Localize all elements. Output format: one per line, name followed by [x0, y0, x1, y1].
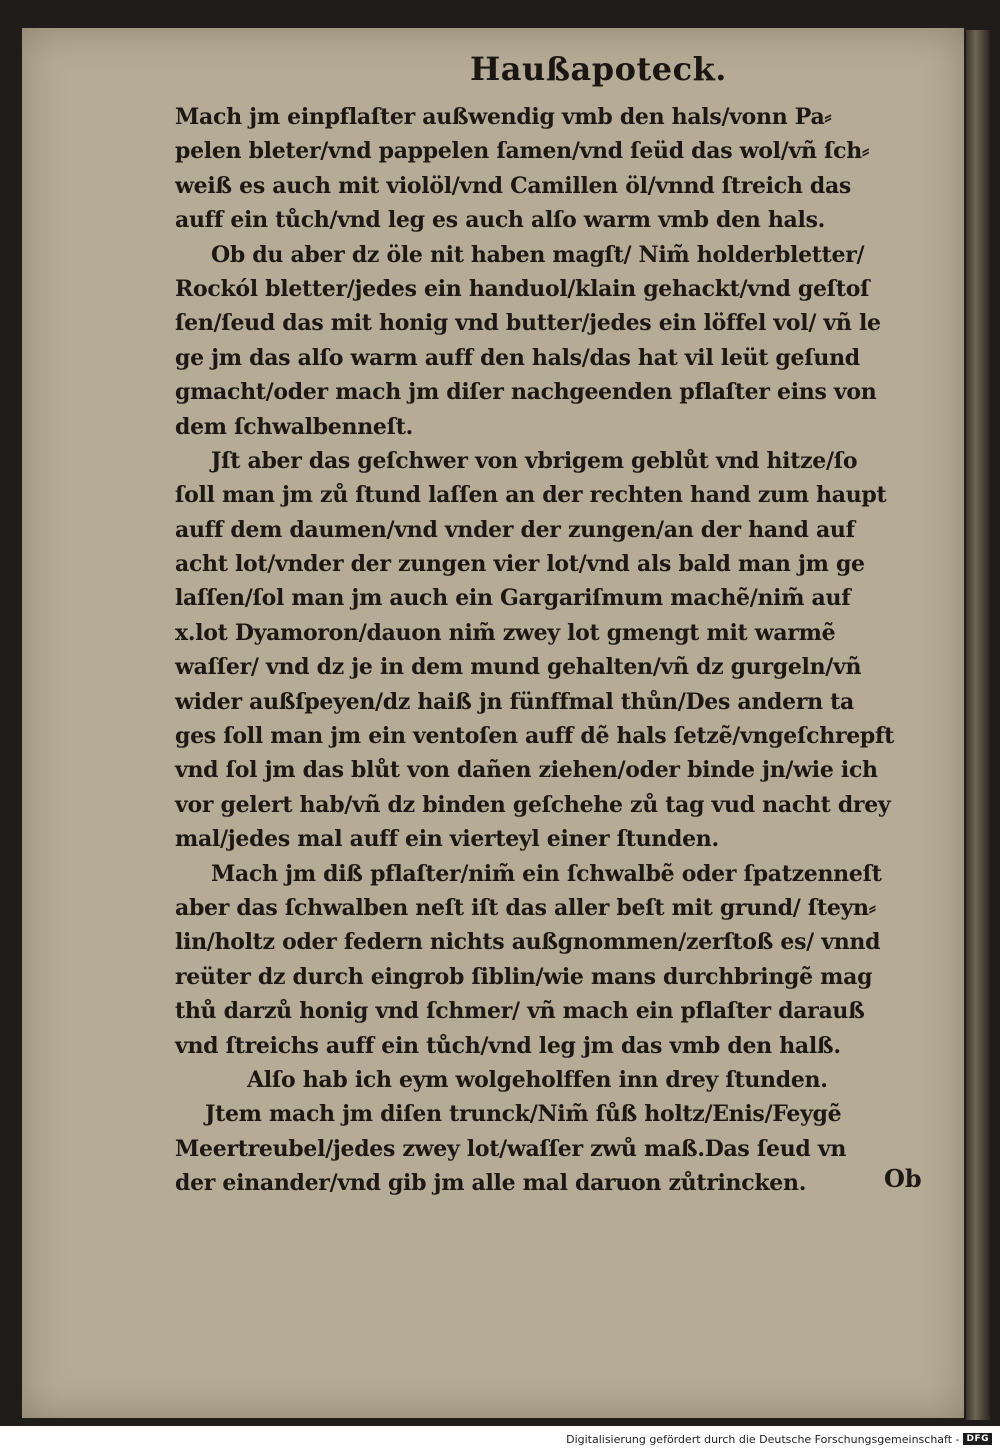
text-line: aber das ſchwalben neſt iſt das aller beſt mit grund/ ſteyn⸗ — [175, 894, 876, 921]
text-line: lin/holtz oder federn nichts außgnommen/zerſtoß es/ vnnd — [175, 929, 881, 956]
catchword: Ob — [884, 1164, 922, 1193]
text-line: ſoll man jm zů ſtund laſſen an der rechten hand zum haupt — [175, 482, 887, 509]
footer-credit: Digitalisierung gefördert durch die Deutsche Forschungsgemeinschaft - — [566, 1432, 960, 1446]
text-line: Ob du aber dz öle nit haben magſt/ Nim̃ holderbletter/ — [211, 241, 865, 268]
text-block — [175, 100, 945, 1201]
text-line: gmacht/oder mach jm diſer nachgeenden pflaſter eins von — [175, 379, 877, 406]
text-line: Meertreubel/jedes zwey lot/waſſer zwů maß.Das ſeud vn — [175, 1135, 847, 1162]
dfg-logo[interactable]: DFG — [963, 1433, 992, 1445]
text-line: mal/jedes mal auff ein vierteyl einer ſtunden. — [175, 826, 719, 853]
text-line: wider außſpeyen/dz haiß jn fünffmal thůn/Des andern ta — [175, 688, 855, 715]
text-line: Alſo hab ich eym wolgeholffen inn drey ſtunden. — [247, 1066, 828, 1093]
page-edge — [966, 30, 990, 1420]
text-line: ges ſoll man jm ein ventoſen auff dẽ hals ſetzẽ/vngeſchrepft — [175, 723, 895, 750]
text-line: Mach jm einpflaſter außwendig vmb den hals/vonn Pa⸗ — [175, 104, 832, 130]
text-line: waſſer/ vnd dz je in dem mund gehalten/vñ dz gurgeln/vñ — [175, 654, 862, 681]
text-line: thů darzů honig vnd ſchmer/ vñ mach ein pflaſter darauß — [175, 998, 865, 1025]
text-line: Jſt aber das geſchwer von vbrigem geblůt vnd hitze/ſo — [211, 447, 858, 474]
text-line: Rockól bletter/jedes ein handuol/klain gehackt/vnd geſtoſ — [175, 275, 870, 302]
running-head: Haußapoteck. — [470, 50, 727, 88]
text-line: ſen/ſeud das mit honig vnd butter/jedes ein löffel vol/ vñ le — [175, 310, 881, 337]
text-line: dem ſchwalbenneſt. — [175, 413, 413, 440]
text-line: weiß es auch mit violöl/vnd Camillen öl/vnnd ſtreich das — [175, 172, 852, 199]
text-line: der einander/vnd gib jm alle mal daruon zůtrincken. — [175, 1170, 807, 1197]
text-line: laſſen/ſol man jm auch ein Gargariſmum machẽ/nim̃ auf — [175, 585, 851, 612]
text-line: auff ein tůch/vnd leg es auch alſo warm vmb den hals. — [175, 207, 826, 234]
text-line: auff dem daumen/vnd vnder der zungen/an der hand auf — [175, 516, 855, 543]
text-line: Jtem mach jm diſen trunck/Nim̃ ſůß holtz/Enis/Feygẽ — [205, 1101, 842, 1128]
text-line: vor gelert hab/vñ dz binden geſchehe zů tag vud nacht drey — [175, 791, 891, 818]
text-line: vnd ſol jm das blůt von dañen ziehen/oder binde jn/wie ich — [175, 757, 878, 784]
text-line: acht lot/vnder der zungen vier lot/vnd als bald man jm ge — [175, 551, 865, 578]
digitization-footer — [566, 1430, 992, 1448]
text-line: x.lot Dyamoron/dauon nim̃ zwey lot gmengt mit warmẽ — [175, 619, 836, 646]
text-line: ge jm das alſo warm auff den hals/das hat vil leüt geſund — [175, 344, 860, 371]
text-line: pelen bleter/vnd pappelen ſamen/vnd ſeüd das wol/vñ ſch⸗ — [175, 138, 869, 165]
text-line: reüter dz durch eingrob ſiblin/wie mans durchbringẽ mag — [175, 963, 873, 990]
text-line: Mach jm diß pflaſter/nim̃ ein ſchwalbẽ oder ſpatzenneſt — [211, 860, 882, 887]
text-line: vnd ſtreichs auff ein tůch/vnd leg jm das vmb den halß. — [175, 1032, 841, 1059]
